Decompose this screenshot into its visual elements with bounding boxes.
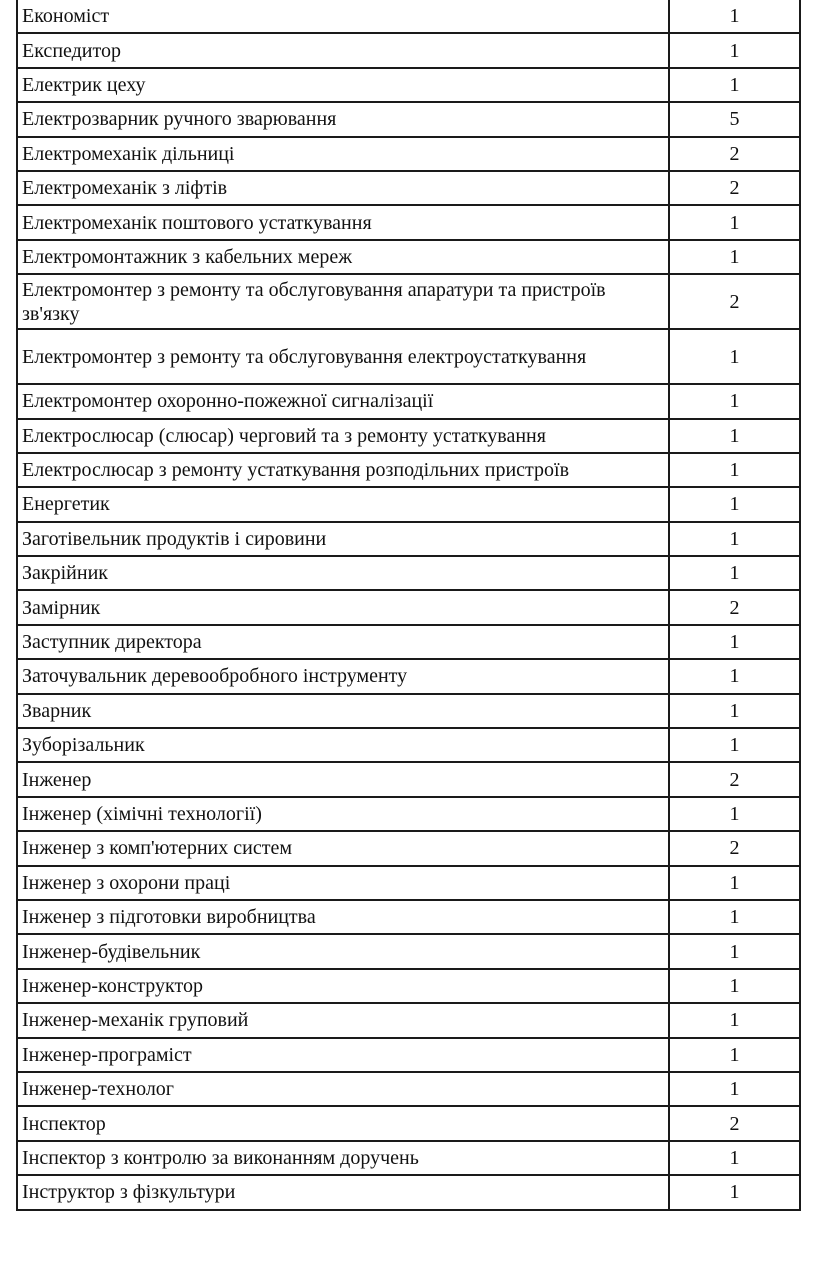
- profession-cell: Економіст: [17, 0, 669, 33]
- count-cell: 1: [669, 33, 800, 67]
- count-cell: 1: [669, 797, 800, 831]
- table-row: [17, 522, 800, 556]
- profession-cell: Інженер-будівельник: [17, 934, 669, 968]
- table-row: [17, 274, 800, 329]
- profession-cell: Інженер з комп'ютерних систем: [17, 831, 669, 865]
- profession-cell: Інженер з підготовки виробництва: [17, 900, 669, 934]
- count-cell: 1: [669, 556, 800, 590]
- count-cell: 1: [669, 1003, 800, 1037]
- count-cell: 2: [669, 1106, 800, 1140]
- profession-cell: Закрійник: [17, 556, 669, 590]
- profession-cell: Електромонтер з ремонту та обслуговування електроустаткування: [17, 329, 669, 384]
- table-row: [17, 1106, 800, 1140]
- count-cell: 1: [669, 728, 800, 762]
- count-cell: 1: [669, 522, 800, 556]
- profession-cell: Інспектор з контролю за виконанням доручень: [17, 1141, 669, 1175]
- profession-cell: Заточувальник деревообробного інструменту: [17, 659, 669, 693]
- count-cell: 1: [669, 866, 800, 900]
- profession-cell: Інженер: [17, 762, 669, 796]
- profession-cell: Електромеханік дільниці: [17, 137, 669, 171]
- count-cell: 1: [669, 969, 800, 1003]
- count-cell: 2: [669, 171, 800, 205]
- table-row: [17, 384, 800, 418]
- profession-cell: Електромеханік поштового устаткування: [17, 205, 669, 239]
- profession-cell: Інженер (хімічні технології): [17, 797, 669, 831]
- table-row: [17, 831, 800, 865]
- count-cell: 1: [669, 205, 800, 239]
- table-row: [17, 33, 800, 67]
- table-row: [17, 171, 800, 205]
- profession-cell: Інспектор: [17, 1106, 669, 1140]
- table-row: [17, 1141, 800, 1175]
- table-row: [17, 1003, 800, 1037]
- count-cell: 1: [669, 0, 800, 33]
- count-cell: 1: [669, 1175, 800, 1209]
- table-row: [17, 866, 800, 900]
- table-row: [17, 240, 800, 274]
- count-cell: 5: [669, 102, 800, 136]
- count-cell: 1: [669, 900, 800, 934]
- profession-cell: Електрослюсар (слюсар) черговий та з ремонту устаткування: [17, 419, 669, 453]
- table-row: [17, 68, 800, 102]
- count-cell: 1: [669, 934, 800, 968]
- profession-cell: Експедитор: [17, 33, 669, 67]
- table-row: [17, 797, 800, 831]
- count-cell: 1: [669, 384, 800, 418]
- table-row: [17, 659, 800, 693]
- count-cell: 1: [669, 329, 800, 384]
- table-row: [17, 102, 800, 136]
- table-row: [17, 1072, 800, 1106]
- count-cell: 1: [669, 1038, 800, 1072]
- count-cell: 1: [669, 625, 800, 659]
- vacancy-table: [16, 0, 801, 1211]
- profession-cell: Електрозварник ручного зварювання: [17, 102, 669, 136]
- table-row: [17, 762, 800, 796]
- profession-cell: Замірник: [17, 590, 669, 624]
- table-row: [17, 625, 800, 659]
- count-cell: 1: [669, 240, 800, 274]
- count-cell: 1: [669, 68, 800, 102]
- profession-cell: Інструктор з фізкультури: [17, 1175, 669, 1209]
- table-row: [17, 419, 800, 453]
- vacancy-table-body: [17, 0, 800, 1210]
- table-row: [17, 590, 800, 624]
- document-page: [16, 0, 801, 1211]
- count-cell: 1: [669, 659, 800, 693]
- table-row: [17, 205, 800, 239]
- count-cell: 1: [669, 419, 800, 453]
- table-row: [17, 137, 800, 171]
- profession-cell: Зуборізальник: [17, 728, 669, 762]
- profession-cell: Інженер з охорони праці: [17, 866, 669, 900]
- count-cell: 1: [669, 1072, 800, 1106]
- profession-cell: Електрослюсар з ремонту устаткування розподільних пристроїв: [17, 453, 669, 487]
- table-row: [17, 556, 800, 590]
- profession-cell: Заготівельник продуктів і сировини: [17, 522, 669, 556]
- count-cell: 2: [669, 590, 800, 624]
- profession-cell: Електромонтер охоронно-пожежної сигналізації: [17, 384, 669, 418]
- profession-cell: Електромонтер з ремонту та обслуговування апаратури та пристроїв зв'язку: [17, 274, 669, 329]
- count-cell: 1: [669, 453, 800, 487]
- table-row: [17, 487, 800, 521]
- profession-cell: Енергетик: [17, 487, 669, 521]
- table-row: [17, 1038, 800, 1072]
- table-row: [17, 453, 800, 487]
- table-row: [17, 900, 800, 934]
- profession-cell: Зварник: [17, 694, 669, 728]
- count-cell: 1: [669, 1141, 800, 1175]
- table-row: [17, 329, 800, 384]
- profession-cell: Інженер-механік груповий: [17, 1003, 669, 1037]
- profession-cell: Інженер-конструктор: [17, 969, 669, 1003]
- profession-cell: Інженер-технолог: [17, 1072, 669, 1106]
- count-cell: 2: [669, 274, 800, 329]
- table-row: [17, 1175, 800, 1209]
- count-cell: 1: [669, 487, 800, 521]
- profession-cell: Заступник директора: [17, 625, 669, 659]
- count-cell: 2: [669, 137, 800, 171]
- table-row: [17, 934, 800, 968]
- table-row: [17, 0, 800, 33]
- count-cell: 2: [669, 831, 800, 865]
- table-row: [17, 694, 800, 728]
- count-cell: 2: [669, 762, 800, 796]
- profession-cell: Електромонтажник з кабельних мереж: [17, 240, 669, 274]
- profession-cell: Електрик цеху: [17, 68, 669, 102]
- count-cell: 1: [669, 694, 800, 728]
- profession-cell: Інженер-програміст: [17, 1038, 669, 1072]
- profession-cell: Електромеханік з ліфтів: [17, 171, 669, 205]
- table-row: [17, 969, 800, 1003]
- table-row: [17, 728, 800, 762]
